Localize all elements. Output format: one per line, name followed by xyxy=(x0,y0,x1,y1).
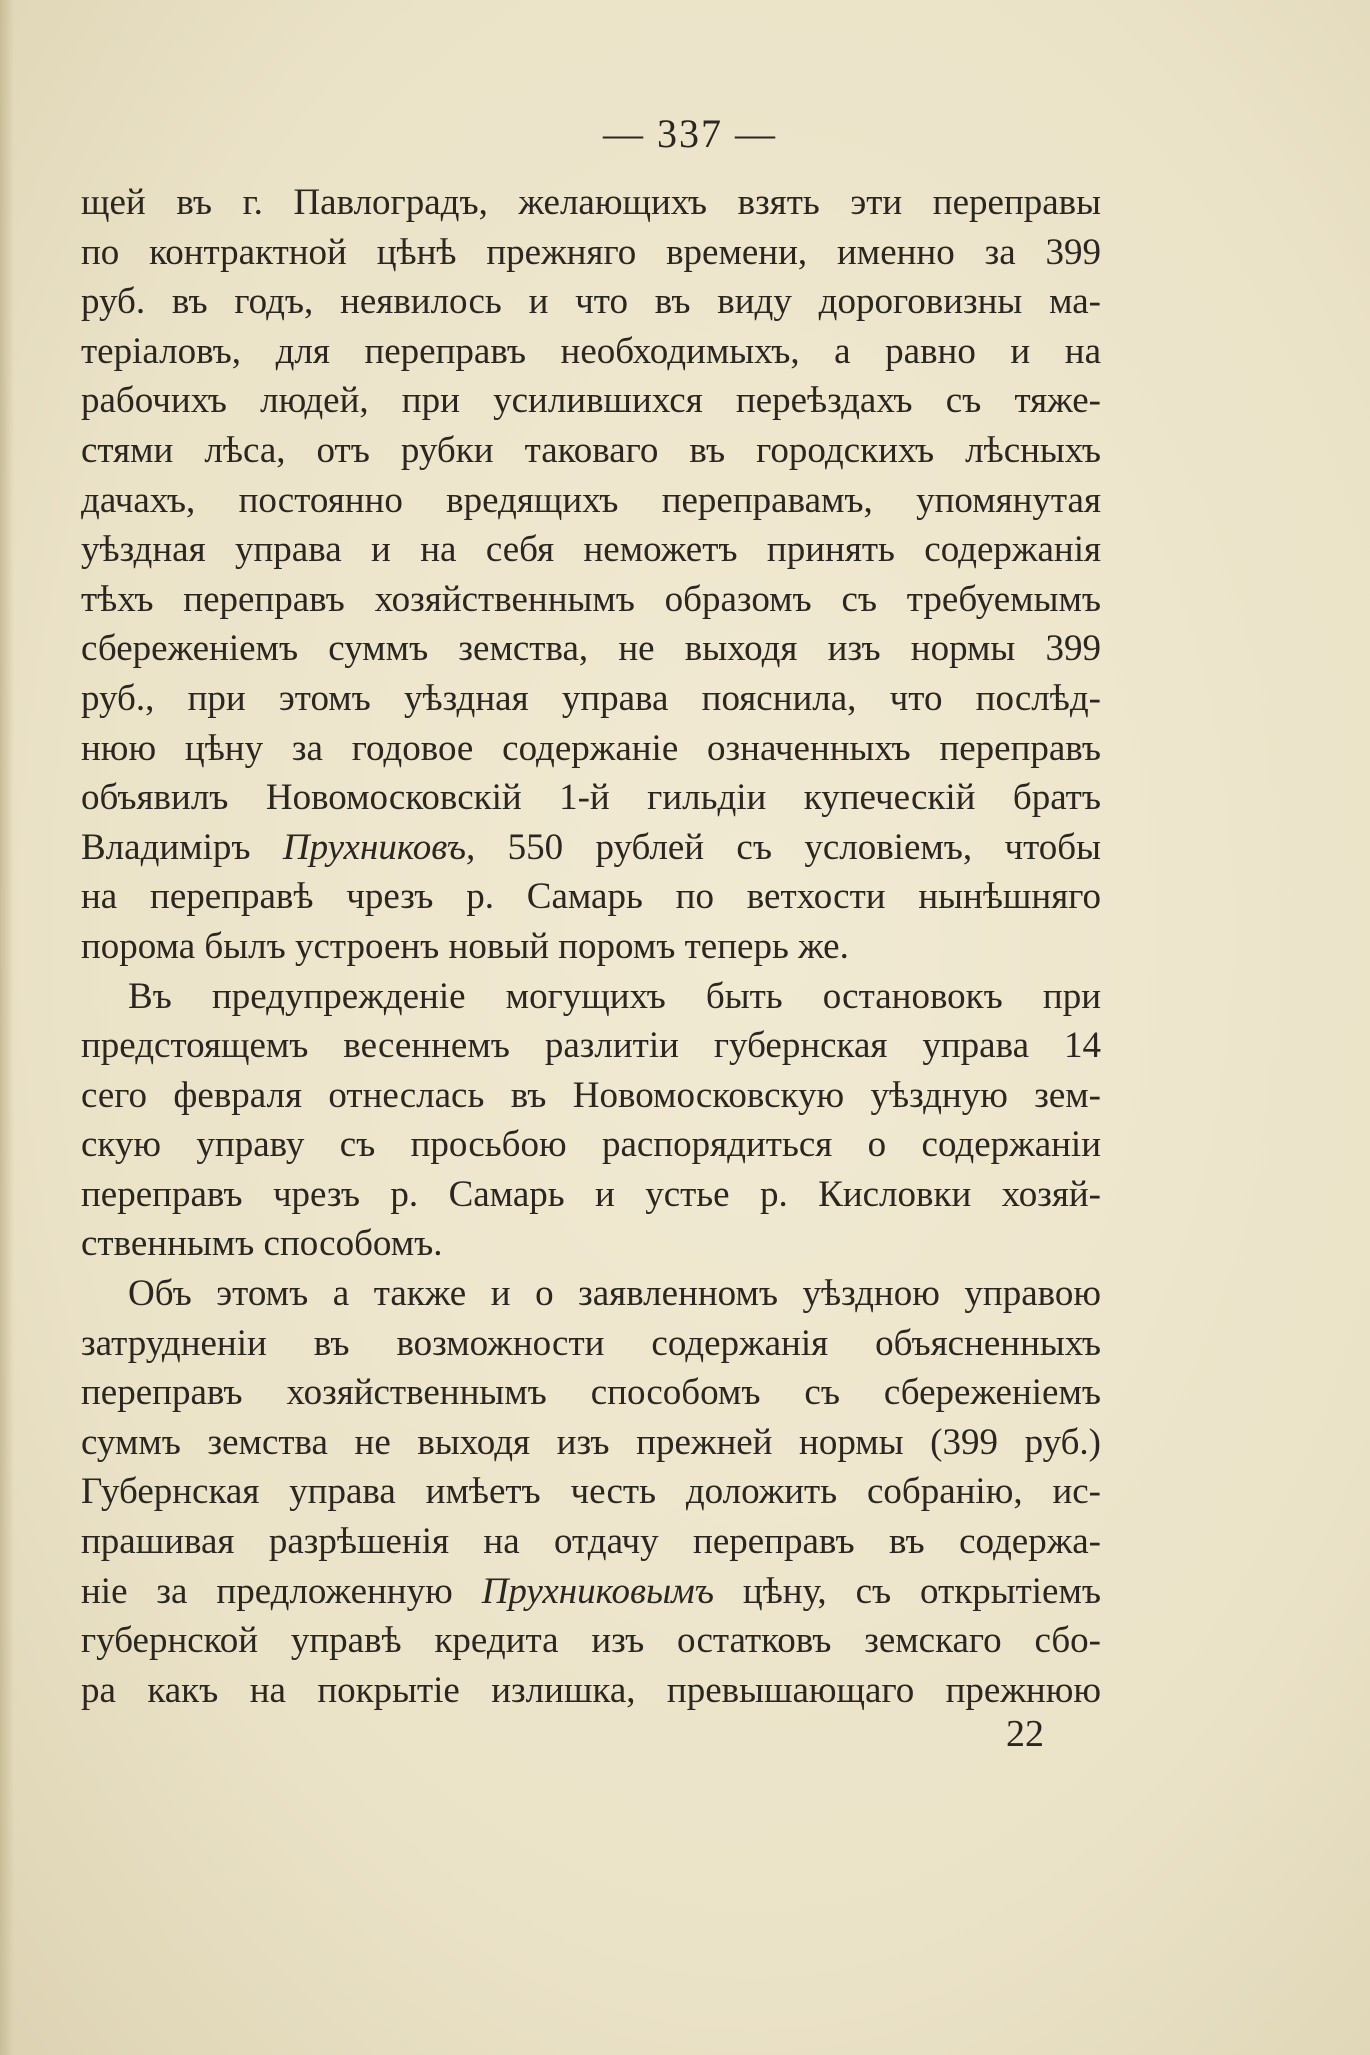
text-line: порома былъ устроенъ новый поромъ теперь же. xyxy=(81,925,849,967)
text-line: прашивая разрѣшенія на отдачу переправъ въ содержа- xyxy=(81,1521,1101,1563)
text-line: щей въ г. Павлоградъ, желающихъ взять эти переправы xyxy=(81,182,1101,223)
text-line: нюю цѣну за годовое содержаніе означенныхъ переправъ xyxy=(81,727,1101,769)
text-line: стями лѣса, отъ рубки таковаго въ городскихъ лѣсныхъ xyxy=(81,429,1101,471)
text-line: сбереженіемъ суммъ земства, не выходя изъ нормы 399 xyxy=(81,628,1101,670)
text-line: сего февраля отнеслась въ Новомосковскую уѣздную зем- xyxy=(81,1074,1101,1116)
text-line: тѣхъ переправъ хозяйственнымъ образомъ съ требуемымъ xyxy=(81,578,1101,620)
text-line: руб. въ годъ, неявилось и что въ виду дороговизны ма- xyxy=(81,281,1101,323)
text-line: ственнымъ способомъ. xyxy=(81,1223,443,1265)
text-line: Въ предупрежденіе могущихъ быть остановокъ при xyxy=(128,975,1101,1017)
text-line xyxy=(81,823,1101,873)
text-line: уѣздная управа и на себя неможетъ принять содержанія xyxy=(81,529,1101,571)
paragraph-1 xyxy=(81,178,1101,972)
text-line: губернской управѣ кредита изъ остатковъ земскаго сбо- xyxy=(81,1620,1101,1662)
page-body xyxy=(81,178,1101,1715)
text-line: рабочихъ людей, при усилившихся переѣздахъ съ тяже- xyxy=(81,380,1101,422)
text-line: предстоящемъ весеннемъ разлитіи губернская управа 14 xyxy=(81,1025,1101,1067)
text-line: на переправѣ чрезъ р. Самарь по ветхости нынѣшняго xyxy=(81,876,1101,918)
text-line: скую управу съ просьбою распорядиться о содержаніи xyxy=(81,1124,1101,1166)
text-line: объявилъ Новомосковскій 1-й гильдіи купеческій братъ xyxy=(81,777,1101,819)
text-line xyxy=(81,1567,1101,1617)
italic-name: Прухниковъ, xyxy=(282,826,476,868)
text-line: по контрактной цѣнѣ прежняго времени, именно за 399 xyxy=(81,231,1101,273)
text-line: суммъ земства не выходя изъ прежней нормы (399 руб.) xyxy=(81,1421,1101,1463)
italic-name: Прухниковымъ xyxy=(481,1570,714,1612)
text-line: переправъ чрезъ р. Самарь и устье р. Кисловки хозяй- xyxy=(81,1173,1101,1215)
text-line: теріаловъ, для переправъ необходимыхъ, а равно и на xyxy=(81,330,1101,372)
text-segment: цѣну, съ открытіемъ xyxy=(713,1570,1101,1612)
text-segment: Владиміръ xyxy=(81,826,283,868)
text-line: Губернская управа имѣетъ честь доложить собранію, ис- xyxy=(81,1471,1101,1513)
text-line: переправъ хозяйственнымъ способомъ съ сбереженіемъ xyxy=(81,1372,1101,1414)
text-line: руб., при этомъ уѣздная управа пояснила, что послѣд- xyxy=(81,677,1101,719)
paragraph-2 xyxy=(81,972,1101,1270)
text-segment: 550 рублей съ условіемъ, чтобы xyxy=(475,826,1101,868)
text-segment: ніе за предложенную xyxy=(81,1570,482,1612)
signature-mark: 22 xyxy=(1006,1713,1044,1755)
text-line: ра какъ на покрытіе излишка, превышающаго прежнюю xyxy=(81,1669,1101,1711)
paragraph-3 xyxy=(81,1269,1101,1715)
page-number: — 337 — xyxy=(603,111,777,156)
text-line: Объ этомъ а также и о заявленномъ уѣздною управою xyxy=(128,1273,1101,1315)
text-line: затрудненіи въ возможности содержанія объясненныхъ xyxy=(81,1322,1101,1364)
text-line: дачахъ, постоянно вредящихъ переправамъ, упомянутая xyxy=(81,479,1101,521)
page-edge-shadow xyxy=(0,0,14,2055)
